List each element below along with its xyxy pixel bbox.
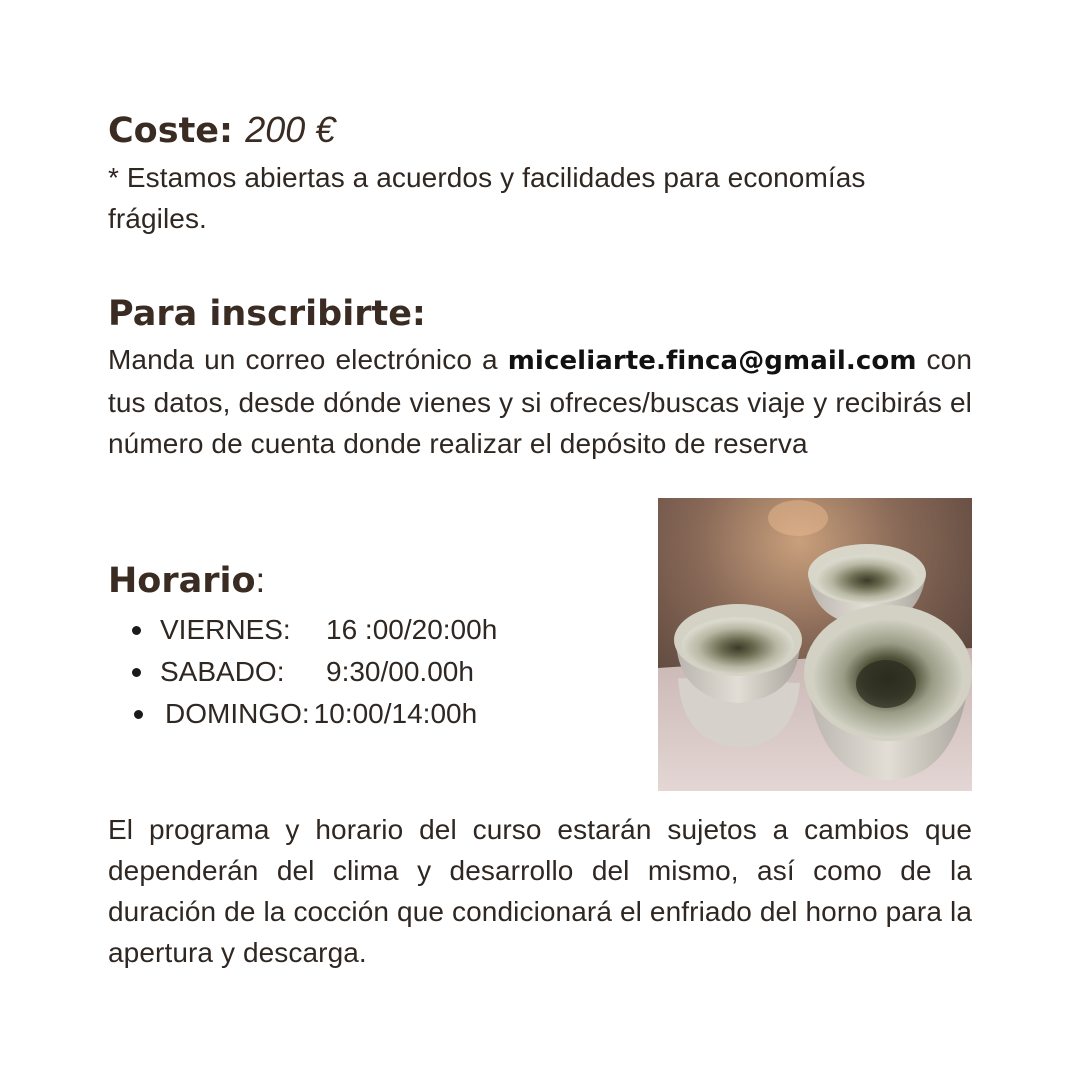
schedule-day: DOMINGO: xyxy=(165,698,310,729)
signup-text-before: Manda un correo electrónico a xyxy=(108,344,508,375)
signup-section xyxy=(108,292,972,464)
schedule-section xyxy=(108,559,628,735)
cost-note: * Estamos abiertas a acuerdos y facilidades para economías frágiles. xyxy=(108,162,866,234)
bullet-icon xyxy=(132,668,141,677)
cost-label: Coste: xyxy=(108,111,234,151)
disclaimer-section xyxy=(108,809,972,973)
cost-value: 200 € xyxy=(245,109,336,150)
schedule-colon: : xyxy=(255,561,266,600)
signup-email[interactable]: miceliarte.finca@gmail.com xyxy=(507,346,917,376)
cost-section xyxy=(108,108,972,239)
schedule-item xyxy=(108,693,628,735)
signup-text xyxy=(108,339,972,464)
schedule-list xyxy=(108,609,628,735)
schedule-day: SABADO: xyxy=(160,656,285,687)
schedule-title: Horario xyxy=(108,561,256,601)
signup-text-after: con tus datos, desde dónde vienes y si ofreces/buscas viaje y recibirás el número de cuenta donde realizar el depósito de reserva xyxy=(108,344,973,459)
schedule-item xyxy=(108,651,628,693)
bullet-icon xyxy=(134,710,143,719)
schedule-time: 16 :00/20:00h xyxy=(326,614,498,645)
schedule-day: VIERNES: xyxy=(160,614,291,645)
schedule-item xyxy=(108,609,628,651)
ceramic-bowls-photo xyxy=(658,498,972,791)
schedule-time: 9:30/00.00h xyxy=(326,656,474,687)
bullet-icon xyxy=(132,626,141,635)
schedule-heading xyxy=(108,559,628,603)
schedule-time: 10:00/14:00h xyxy=(313,698,478,729)
disclaimer-text: El programa y horario del curso estarán sujetos a cambios que dependerán del clima y desarrollo del mismo, así como de la duración de la cocción que condicionará el enfriado del horno para la apertura y descarga. xyxy=(108,814,972,968)
cost-heading xyxy=(108,108,972,153)
signup-heading: Para inscribirte: xyxy=(108,294,426,334)
